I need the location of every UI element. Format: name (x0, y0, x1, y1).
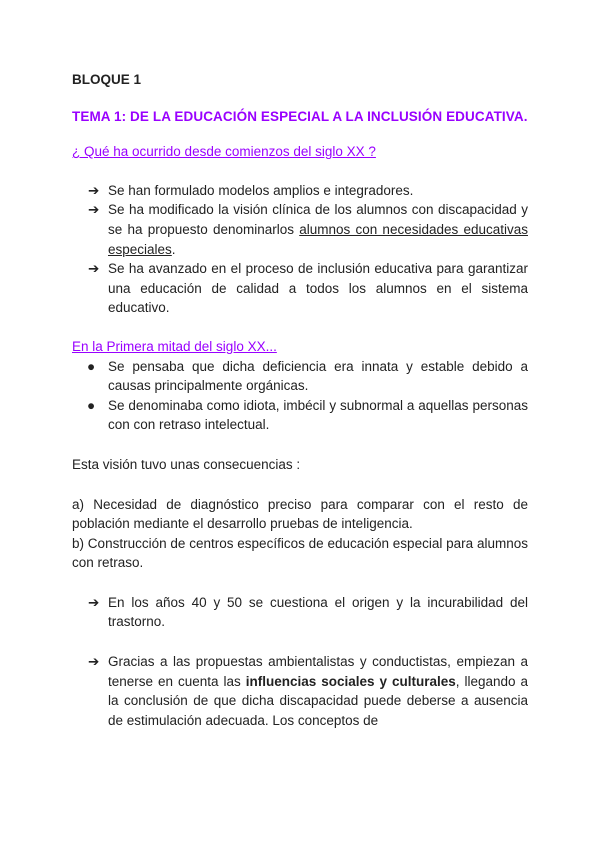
bold-term: influencias sociales y culturales (245, 673, 456, 689)
document-page (72, 70, 528, 730)
section-heading-link[interactable]: En la Primera mitad del siglo XX... (72, 338, 277, 354)
first-half-list (72, 357, 528, 435)
underlined-term: alumnos con necesidades educativas especiales (108, 221, 528, 257)
list-item: ● Se pensaba que dicha deficiencia era innata y estable debido a causas principalmente orgánicas. (87, 358, 528, 394)
list-item: ➔ Se ha avanzado en el proceso de inclusión educativa para garantizar una educación de calidad a todos los alumnos en el sistema educativo. (88, 261, 528, 316)
arrow-icon: ➔ (88, 594, 100, 610)
bullet-icon: ● (87, 397, 96, 413)
list-item: ➔ Se han formulado modelos amplios e integradores. (72, 181, 528, 201)
list-item: ➔ Se ha modificado la visión clínica de los alumnos con discapacidad y se ha propuesto denominarlos alumnos con necesidades educativas especiales. (88, 202, 528, 257)
topic-title: TEMA 1: DE LA EDUCACIÓN ESPECIAL A LA INCLUSIÓN EDUCATIVA. (72, 108, 528, 124)
consequence-a: a) Necesidad de diagnóstico preciso para comparar con el resto de población mediante el desarrollo pruebas de inteligencia. (72, 496, 528, 532)
bullet-icon: ● (87, 358, 96, 374)
changes-list (72, 181, 528, 318)
arrow-icon: ➔ (88, 182, 100, 198)
consequence-b: b) Construcción de centros específicos de educación especial para alumnos con retraso. (72, 535, 528, 571)
section-question-link[interactable]: ¿ Qué ha ocurrido desde comienzos del siglo XX ? (72, 144, 376, 160)
arrow-icon: ➔ (88, 261, 100, 277)
block-title: BLOQUE 1 (72, 72, 142, 87)
arrow-icon: ➔ (88, 202, 100, 218)
list-item: ➔ En los años 40 y 50 se cuestiona el origen y la incurabilidad del trastorno. (88, 594, 528, 630)
later-list (72, 593, 528, 632)
consequences-intro: Esta visión tuvo unas consecuencias : (72, 456, 301, 472)
later-list-2 (72, 652, 528, 730)
list-item: ● Se denominaba como idiota, imbécil y subnormal a aquellas personas con con retraso intelectual. (87, 397, 528, 433)
arrow-icon: ➔ (88, 654, 100, 670)
list-item: ➔ Gracias a las propuestas ambientalistas y conductistas, empiezan a tenerse en cuenta las influencias sociales y culturales, llegando a la conclusión de que dicha discapacidad puede deberse a ausencia de estimulación adecuada. Los conceptos de (88, 654, 529, 728)
